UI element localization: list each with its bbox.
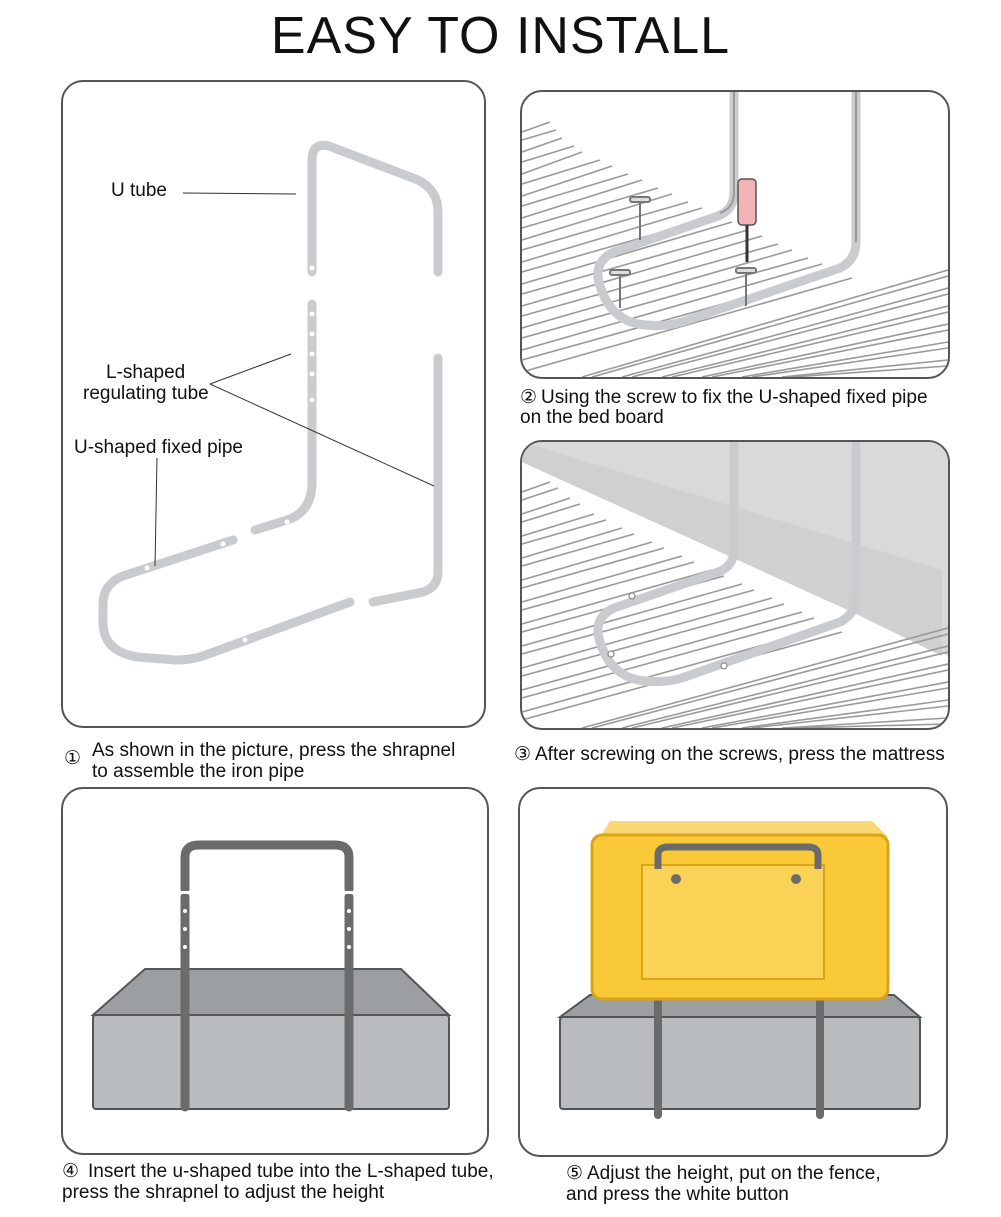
step4-number: ④ — [62, 1160, 80, 1182]
step1-number: ① — [64, 747, 82, 769]
step5-line1: Adjust the height, put on the fence, — [587, 1163, 881, 1184]
step2-panel — [520, 90, 950, 379]
step2-line1: Using the screw to fix the U-shaped fixed pipe — [541, 387, 928, 408]
l-shaped-label-line2: regulating tube — [83, 383, 209, 404]
step4-line1: Insert the u-shaped tube into the L-shaped tube, — [88, 1161, 494, 1182]
fence-installed-diagram — [520, 789, 946, 1155]
step5-line2: and press the white button — [566, 1184, 789, 1205]
l-shaped-label-line1: L-shaped — [106, 362, 186, 383]
page-title: EASY TO INSTALL — [270, 7, 731, 65]
tube-assembly-diagram — [63, 82, 484, 726]
step5-number: ⑤ — [566, 1162, 584, 1184]
insert-u-tube-diagram — [63, 789, 487, 1153]
step4-panel — [61, 787, 489, 1155]
step3-number: ③ — [514, 743, 532, 765]
step5-panel — [518, 787, 948, 1157]
step2-line2: on the bed board — [520, 407, 664, 428]
step1-line1: As shown in the picture, press the shrapnel — [92, 740, 456, 761]
step3-line1: After screwing on the screws, press the mattress — [535, 744, 945, 765]
screw-fix-diagram — [522, 92, 948, 377]
step3-panel — [520, 440, 950, 730]
mattress-press-diagram — [522, 442, 948, 728]
u-fixed-pipe-label: U-shaped fixed pipe — [74, 437, 243, 458]
step1-panel — [61, 80, 486, 728]
step1-line2: to assemble the iron pipe — [92, 761, 305, 782]
step2-number: ② — [520, 386, 538, 408]
u-tube-label: U tube — [111, 180, 167, 201]
screwdriver-handle — [738, 179, 756, 225]
step4-line2: press the shrapnel to adjust the height — [62, 1182, 385, 1203]
